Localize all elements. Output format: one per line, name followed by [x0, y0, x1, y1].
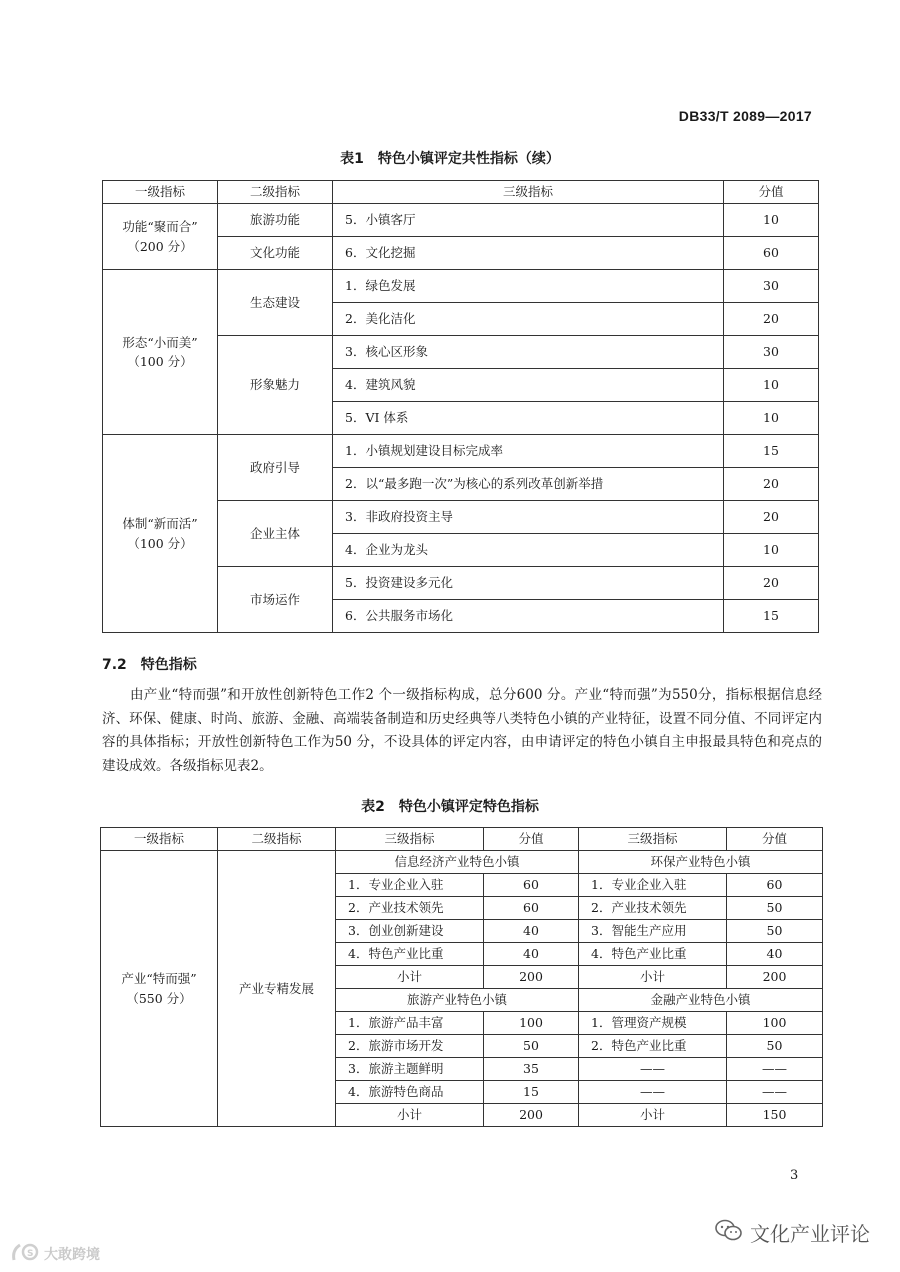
level3-cell: 2．特色产业比重: [579, 1035, 727, 1058]
score-cell: 35: [484, 1058, 579, 1081]
level1-points: （200 分）: [127, 238, 193, 254]
table1-header-row: [103, 181, 819, 204]
table1-header-cell: 分值: [724, 181, 819, 204]
level1-cell: [101, 851, 218, 1127]
table1-header-cell: 一级指标: [103, 181, 218, 204]
level3-cell: 2．以“最多跑一次”为核心的系列改革创新举措: [333, 468, 724, 501]
level2-cell: 生态建设: [218, 270, 333, 336]
score-cell: 100: [727, 1012, 823, 1035]
score-cell: 20: [724, 303, 819, 336]
level1-name: 体制“新而活”: [122, 516, 198, 532]
subtotal-label: 小计: [579, 966, 727, 989]
table2: [100, 827, 823, 1127]
level2-cell: 形象魅力: [218, 336, 333, 435]
town-type-title: 旅游产业特色小镇: [336, 989, 579, 1012]
section-paragraph: 由产业“特而强”和开放性创新特色工作2 个一级指标构成，总分600 分。产业“特而强”为550分，指标根据信息经济、环保、健康、时尚、旅游、金融、高端装备制造和历史经典等八类特色小镇的产业特征，设置不同分值、不同评定内容的具体指标；开放性创新特色工作为50 分，不设具体的评定内容，由申请评定的特色小镇自主申报最具特色和亮点的建设成效。各级指标见表2。: [102, 687, 822, 774]
level3-cell: 3．非政府投资主导: [333, 501, 724, 534]
score-cell: 50: [727, 897, 823, 920]
town-type-title: 信息经济产业特色小镇: [336, 851, 579, 874]
level3-cell: 4．企业为龙头: [333, 534, 724, 567]
level3-cell: 3．创业创新建设: [336, 920, 484, 943]
level3-cell: 3．核心区形象: [333, 336, 724, 369]
level1-name: 功能“聚而合”: [122, 219, 198, 235]
subtotal-label: 小计: [336, 966, 484, 989]
level3-cell: 3．旅游主题鲜明: [336, 1058, 484, 1081]
table2-header-row: [101, 828, 823, 851]
table1-header-cell: 三级指标: [333, 181, 724, 204]
score-cell: 15: [484, 1081, 579, 1104]
table2-header-cell: 一级指标: [101, 828, 218, 851]
subtotal-label: 小计: [336, 1104, 484, 1127]
level2-cell: 产业专精发展: [218, 851, 336, 1127]
level3-cell: 5．投资建设多元化: [333, 567, 724, 600]
score-cell: 10: [724, 534, 819, 567]
level1-cell: [103, 435, 218, 633]
level3-cell: 2．产业技术领先: [336, 897, 484, 920]
empty-dash: ——: [727, 1058, 823, 1081]
table2-header-cell: 三级指标: [336, 828, 484, 851]
table1: [102, 180, 819, 633]
watermark-left: [10, 1240, 100, 1268]
score-cell: 50: [727, 1035, 823, 1058]
table1-title: 表1 特色小镇评定共性指标（续）: [340, 151, 560, 167]
empty-dash: ——: [579, 1058, 727, 1081]
table-row: [103, 435, 819, 468]
town-type-title: 环保产业特色小镇: [579, 851, 823, 874]
svg-text:S: S: [27, 1249, 34, 1259]
level3-cell: 4．建筑风貌: [333, 369, 724, 402]
level3-cell: 6．公共服务市场化: [333, 600, 724, 633]
level2-cell: 政府引导: [218, 435, 333, 501]
level3-cell: 1．绿色发展: [333, 270, 724, 303]
table2-header-cell: 三级指标: [579, 828, 727, 851]
level1-points: （100 分）: [127, 535, 193, 551]
level1-cell: [103, 204, 218, 270]
table-row: [103, 270, 819, 303]
score-cell: 200: [484, 1104, 579, 1127]
level3-cell: 5．VI 体系: [333, 402, 724, 435]
town-type-title: 金融产业特色小镇: [579, 989, 823, 1012]
brand-logo-icon: [10, 1240, 40, 1268]
table2-header-cell: 分值: [727, 828, 823, 851]
level1-points: （550 分）: [126, 990, 192, 1006]
score-cell: 30: [724, 336, 819, 369]
page-number: 3: [790, 1168, 799, 1183]
score-cell: 150: [727, 1104, 823, 1127]
level1-name: 产业“特而强”: [121, 971, 197, 987]
score-cell: 10: [724, 369, 819, 402]
score-cell: 50: [484, 1035, 579, 1058]
score-cell: 60: [724, 237, 819, 270]
standard-code: DB33/T 2089—2017: [678, 108, 812, 124]
table2-header-cell: 分值: [484, 828, 579, 851]
level3-cell: 1．管理资产规模: [579, 1012, 727, 1035]
score-cell: 100: [484, 1012, 579, 1035]
subtotal-label: 小计: [579, 1104, 727, 1127]
level3-cell: 1．专业企业入驻: [336, 874, 484, 897]
table2-title: 表2 特色小镇评定特色指标: [361, 799, 539, 815]
score-cell: 40: [484, 943, 579, 966]
empty-dash: ——: [579, 1081, 727, 1104]
score-cell: 60: [484, 874, 579, 897]
score-cell: 40: [484, 920, 579, 943]
table2-header-cell: 二级指标: [218, 828, 336, 851]
table1-header-cell: 二级指标: [218, 181, 333, 204]
level3-cell: 2．美化洁化: [333, 303, 724, 336]
level3-cell: 1．旅游产品丰富: [336, 1012, 484, 1035]
level3-cell: 4．旅游特色商品: [336, 1081, 484, 1104]
level3-cell: 2．旅游市场开发: [336, 1035, 484, 1058]
score-cell: 200: [484, 966, 579, 989]
level3-cell: 4．特色产业比重: [336, 943, 484, 966]
score-cell: 10: [724, 204, 819, 237]
level3-cell: 3．智能生产应用: [579, 920, 727, 943]
score-cell: 15: [724, 600, 819, 633]
score-cell: 40: [727, 943, 823, 966]
empty-dash: ——: [727, 1081, 823, 1104]
level3-cell: 4．特色产业比重: [579, 943, 727, 966]
watermark-right: [714, 1218, 870, 1247]
level1-name: 形态“小而美”: [122, 334, 198, 350]
table-row: [103, 204, 819, 237]
score-cell: 15: [724, 435, 819, 468]
level3-cell: 1．专业企业入驻: [579, 874, 727, 897]
level1-cell: [103, 270, 218, 435]
level1-points: （100 分）: [127, 354, 193, 369]
score-cell: 10: [724, 402, 819, 435]
level2-cell: 文化功能: [218, 237, 333, 270]
level2-cell: 旅游功能: [218, 204, 333, 237]
level3-cell: 2．产业技术领先: [579, 897, 727, 920]
level2-cell: 企业主体: [218, 501, 333, 567]
score-cell: 30: [724, 270, 819, 303]
score-cell: 20: [724, 468, 819, 501]
score-cell: 20: [724, 501, 819, 534]
score-cell: 60: [484, 897, 579, 920]
watermark-left-text: 大敢跨境: [44, 1247, 100, 1263]
score-cell: 200: [727, 966, 823, 989]
level2-cell: 市场运作: [218, 567, 333, 633]
score-cell: 20: [724, 567, 819, 600]
level3-cell: 6．文化挖掘: [333, 237, 724, 270]
level3-cell: 1．小镇规划建设目标完成率: [333, 435, 724, 468]
table-row: [101, 851, 823, 874]
score-cell: 60: [727, 874, 823, 897]
section-heading: 7.2 特色指标: [102, 657, 197, 673]
wechat-icon: [714, 1218, 744, 1247]
score-cell: 50: [727, 920, 823, 943]
watermark-right-text: 文化产业评论: [750, 1222, 870, 1246]
level3-cell: 5．小镇客厅: [333, 204, 724, 237]
